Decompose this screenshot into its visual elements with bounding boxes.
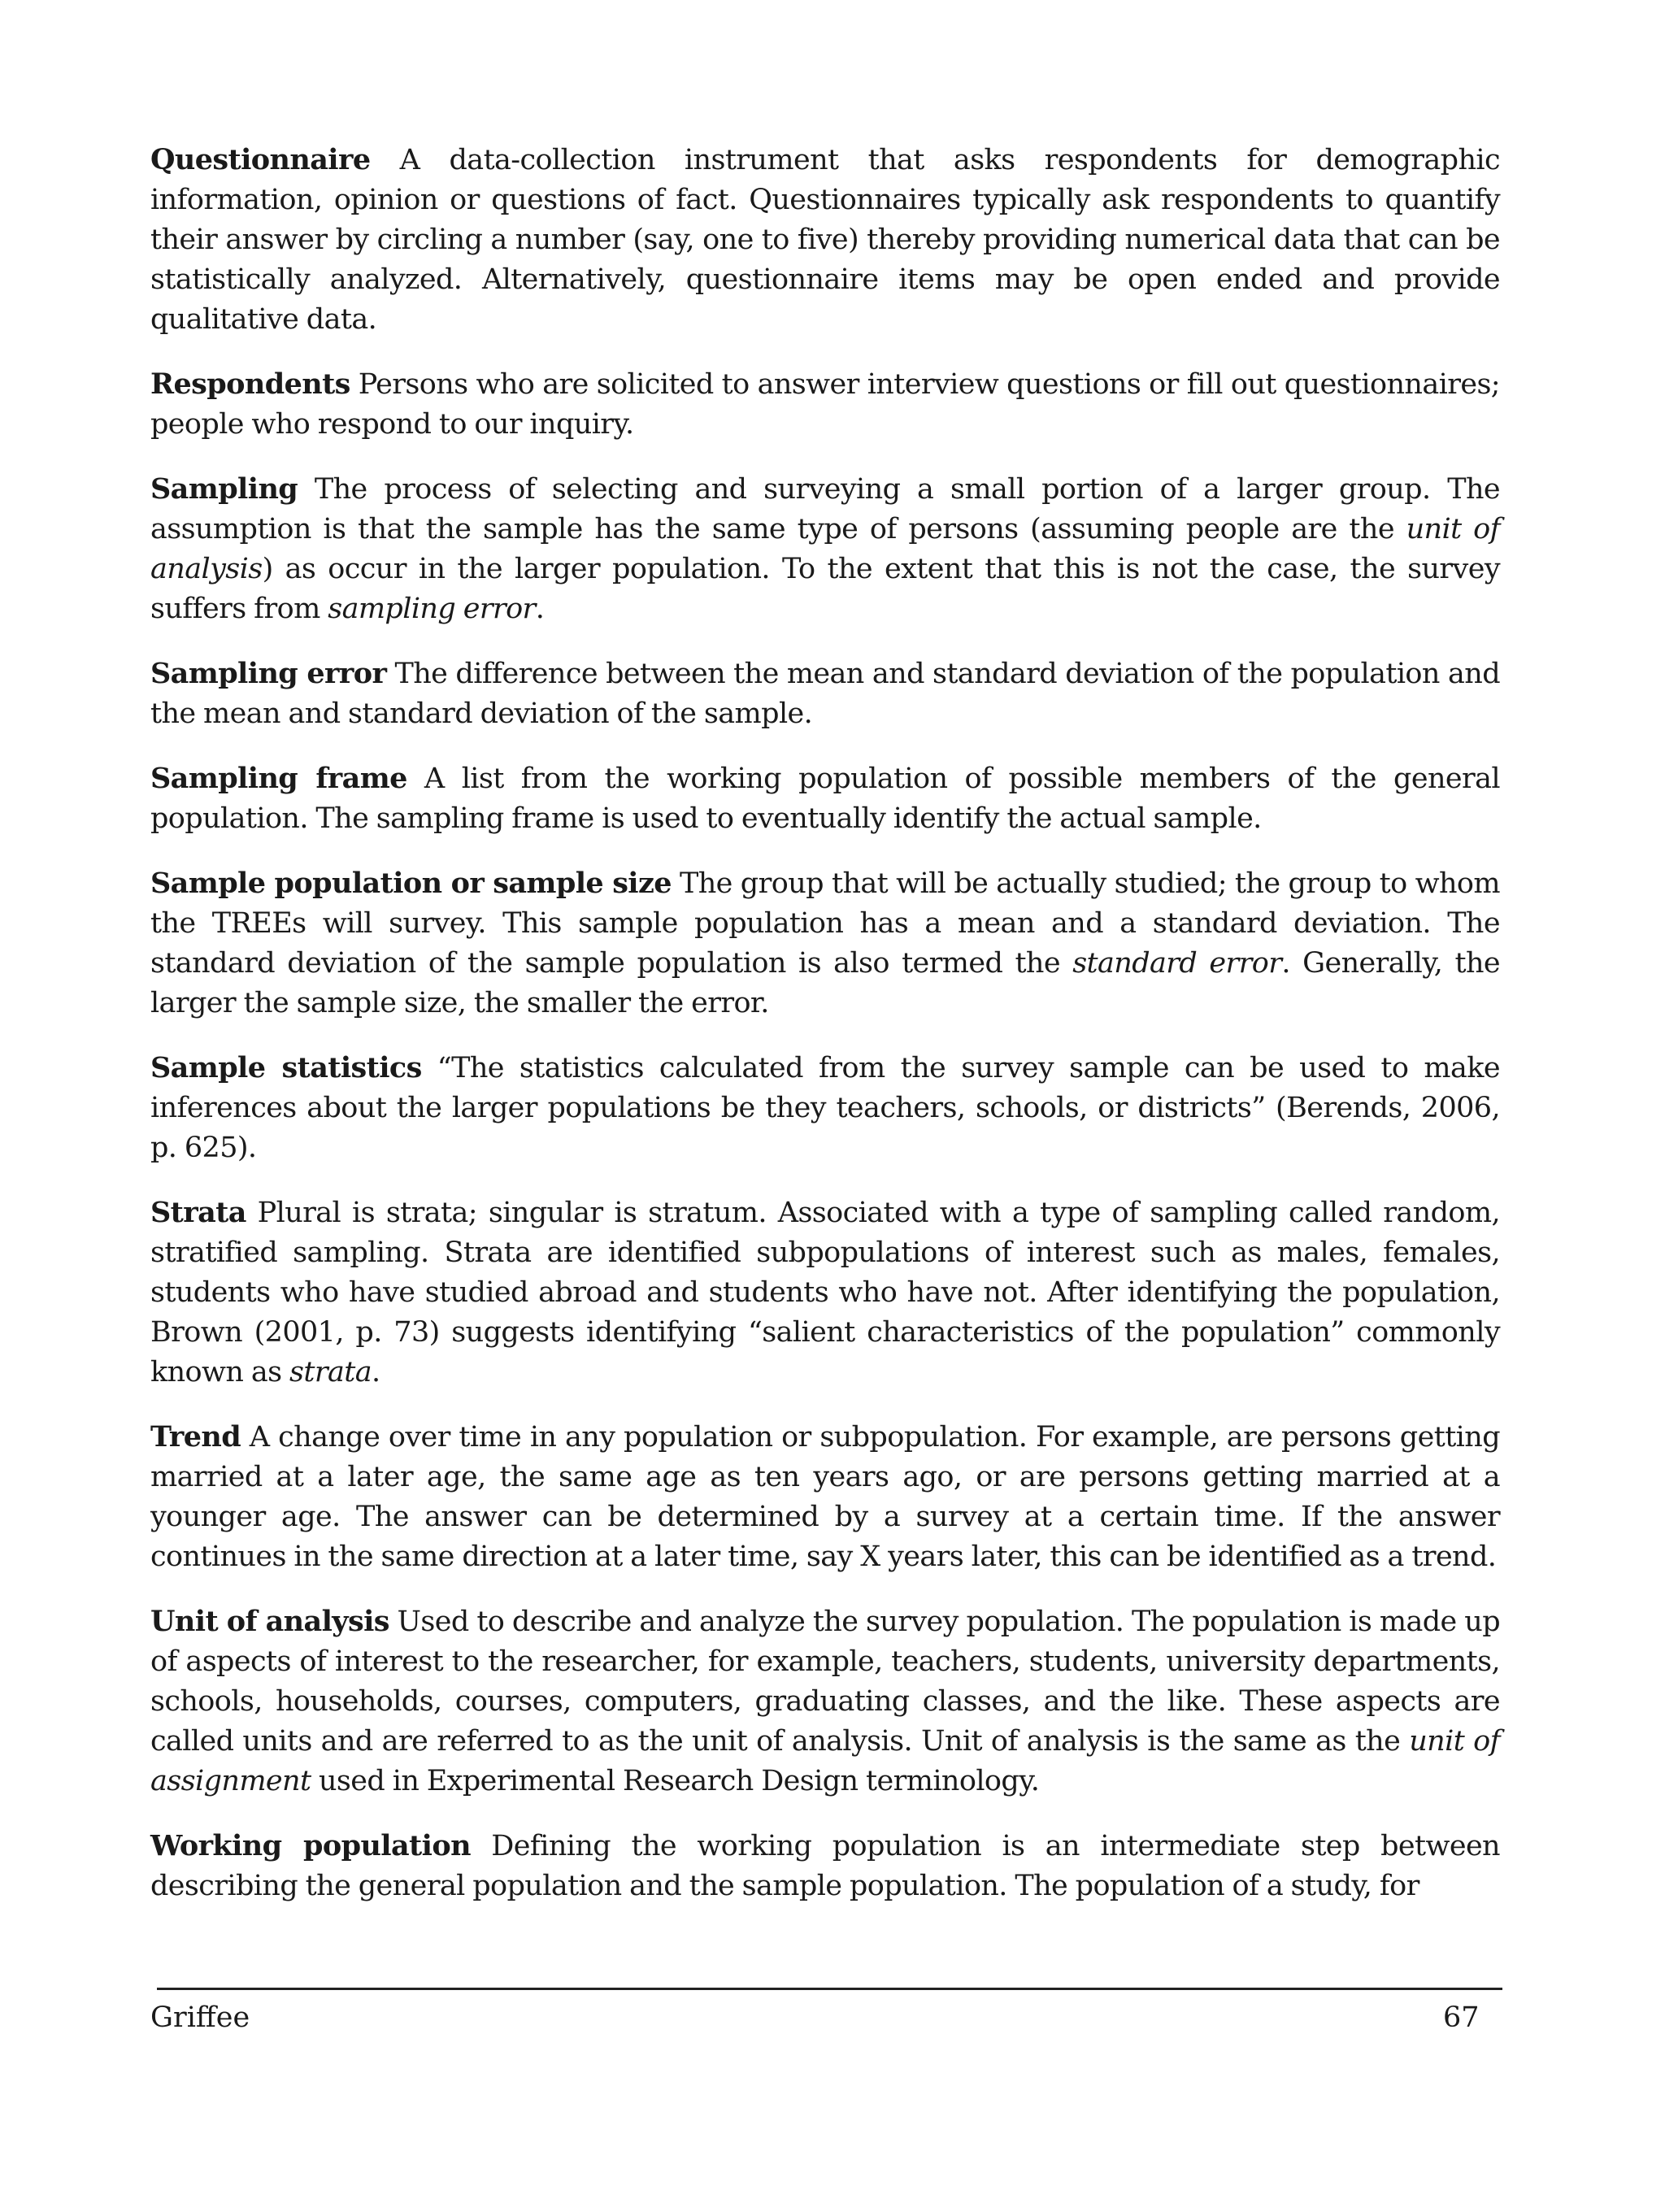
- glossary-term: Questionnaire: [150, 143, 371, 176]
- footer-author: Griffee: [150, 2001, 250, 2034]
- glossary-entry-sample-statistics: [150, 1048, 1500, 1168]
- glossary-entry-strata: [150, 1193, 1500, 1393]
- glossary-entry-sample-population: [150, 863, 1500, 1023]
- glossary-term: Strata: [150, 1196, 246, 1229]
- definition-text: The difference between the mean and standard deviation of the population and the mean and standard deviation of the sample.: [150, 658, 1500, 730]
- definition-italic: unit of assignment: [150, 1725, 1501, 1797]
- definition-text: “The statistics calculated from the survey sample can be used to make inferences about the larger populations be they teachers, schools, or districts” (Berends, 2006, p. 625).: [150, 1052, 1500, 1164]
- glossary-entry-unit-of-analysis: [150, 1601, 1500, 1801]
- definition-text: .: [371, 1356, 380, 1388]
- glossary-term: Working population: [150, 1829, 471, 1862]
- definition-text: Used to describe and analyze the survey population. The population is made up of aspects of interest to the researcher, for example, teachers, students, university departments, schools, households, courses, computers, graduating classes, and the like. These aspects are called units and are referred to as the unit of analysis. Unit of analysis is the same as the: [150, 1606, 1501, 1758]
- glossary-entry-trend: [150, 1417, 1500, 1577]
- glossary-term: Sampling frame: [150, 762, 407, 795]
- glossary-term: Sampling error: [150, 657, 387, 690]
- definition-text: ) as occur in the larger population. To the extent that this is not the case, the survey suffers from: [150, 553, 1500, 625]
- glossary-entry-respondents: [150, 364, 1500, 445]
- definition-text: A change over time in any population or subpopulation. For example, are persons getting married at a later age, the same age as ten years ago, or are persons getting married at a younger age. The answer can be determined by a survey at a certain time. If the answer continues in the same direction at a later time, say X years later, this can be identified as a trend.: [150, 1421, 1500, 1573]
- definition-italic: unit of analysis: [150, 513, 1501, 585]
- glossary-entry-sampling: [150, 469, 1500, 629]
- definition-text: used in Experimental Research Design terminology.: [311, 1765, 1040, 1797]
- glossary-entry-sampling-frame: [150, 758, 1500, 839]
- glossary-term: Trend: [150, 1420, 241, 1454]
- definition-text: A data-collection instrument that asks respondents for demographic information, opinion or questions of fact. Questionnaires typically ask respondents to quantify their answer by circling a number (say, one to five) thereby providing numerical data that can be statistically analyzed. Alternatively, questionnaire items may be open ended and provide qualitative data.: [150, 144, 1500, 336]
- page-number: 67: [1443, 2001, 1480, 2034]
- glossary-term: Sample population or sample size: [150, 867, 672, 900]
- definition-text: Persons who are solicited to answer interview questions or fill out questionnaires; people who respond to our inquiry.: [150, 368, 1500, 441]
- glossary-term: Sample statistics: [150, 1051, 422, 1084]
- glossary-term: Unit of analysis: [150, 1605, 389, 1638]
- definition-text: The process of selecting and surveying a small portion of a larger group. The assumption is that the sample has the same type of persons (assuming people are the: [150, 473, 1500, 545]
- glossary-term: Respondents: [150, 367, 350, 401]
- definition-text: The group that will be actually studied; the group to whom the TREEs will survey. This sample population has a mean and a standard deviation. The standard deviation of the sample population is also termed the: [150, 867, 1500, 980]
- definition-italic: standard error: [1072, 947, 1282, 980]
- glossary-entry-working-population: [150, 1826, 1500, 1906]
- definition-text: Defining the working population is an intermediate step between describing the general population and the sample population. The population of a study, for: [150, 1830, 1500, 1902]
- definition-text: . Generally, the larger the sample size, the smaller the error.: [150, 947, 1500, 1019]
- definition-text: Plural is strata; singular is stratum. Associated with a type of sampling called random, stratified sampling. Strata are identified subpopulations of interest such as males, females, students who have studied abroad and students who have not. After identifying the population, Brown (2001, p. 73) suggests identifying “salient characteristics of the population” commonly known as: [150, 1197, 1500, 1388]
- definition-italic: strata: [289, 1356, 372, 1388]
- definition-text: .: [535, 593, 545, 625]
- definition-text: A list from the working population of possible members of the general population. The sampling frame is used to eventually identify the actual sample.: [150, 763, 1500, 835]
- footer-divider: [157, 1988, 1502, 1990]
- glossary-content: [150, 140, 1500, 1931]
- glossary-term: Sampling: [150, 472, 298, 506]
- definition-italic: sampling error: [328, 593, 536, 625]
- glossary-entry-questionnaire: [150, 140, 1500, 340]
- glossary-entry-sampling-error: [150, 654, 1500, 734]
